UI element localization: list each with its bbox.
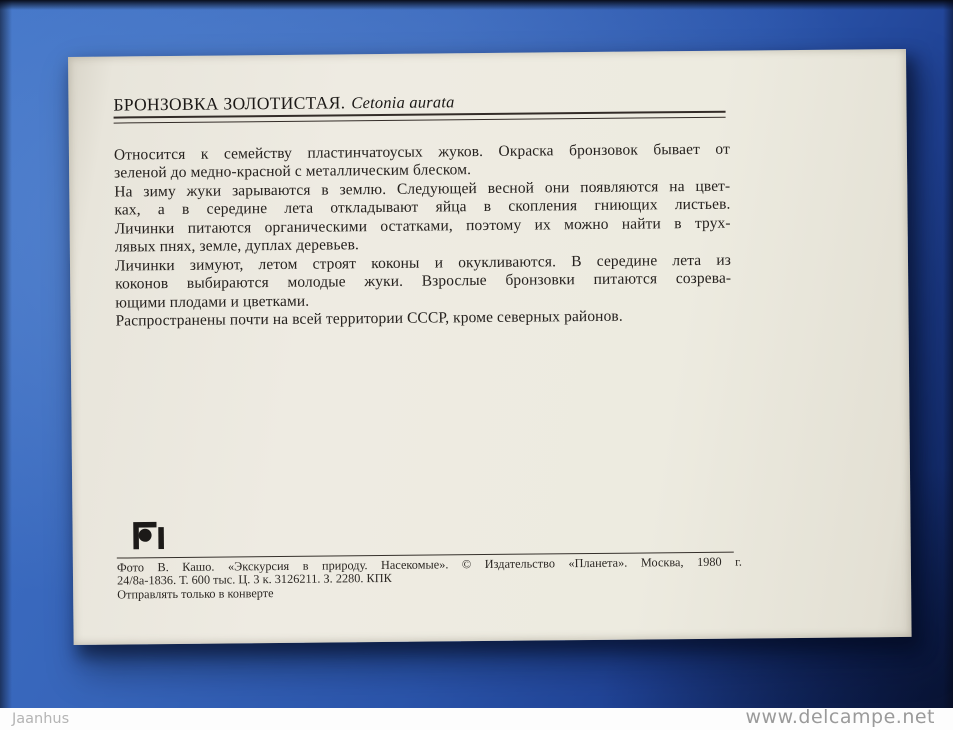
body-line: Личинки зимуют, летом строят коконы и окукливаются. В середине лета из: [114, 251, 732, 275]
planeta-publisher-logo-icon: [131, 520, 164, 549]
imprint-line: Отправлять только в конверте: [117, 585, 274, 602]
imprint-block: [117, 556, 742, 602]
watermark-site: www.delcampe.net: [745, 706, 935, 728]
postcard-body: [114, 141, 732, 331]
body-line: лявых пнях, земле, дуплах деревьев.: [114, 236, 360, 256]
body-line: Распространены почти на всей территории СССР, кроме северных районов.: [115, 307, 623, 330]
body-line: Относится к семейству пластинчатоусых жуков. Окраска бронзовок бывает от: [113, 140, 730, 164]
body-line: ках, а в середине лета откладывают яйца в скопления гниющих листьев.: [114, 196, 731, 219]
body-line: На зиму жуки зарываются в землю. Следующей весной они появляются на цвет-: [114, 177, 731, 201]
imprint-line: 24/8а-1836. Т. 600 тыс. Ц. 3 к. 3126211. З. 2280. КПК: [116, 571, 392, 588]
watermark-seller: Jaanhus: [12, 711, 70, 727]
postcard-title: [113, 91, 454, 115]
postcard: [68, 49, 912, 645]
body-line: ющими плодами и цветками.: [115, 292, 310, 312]
body-line: Личинки питаются органическими остатками, поэтому их можно найти в трух-: [114, 214, 731, 238]
body-line: зеленой до медно-красной с металлическим блеском.: [114, 161, 472, 183]
imprint-line: Фото В. Кашо. «Экскурсия в природу. Насекомые». © Издательство «Планета». Москва, 1980 г.: [116, 554, 742, 575]
body-line: коконов выбираются молодые жуки. Взрослые бронзовки питаются созрева-: [115, 269, 732, 293]
postcard-title-latin: Cetonia aurata: [351, 92, 455, 113]
postcard-title-russian: БРОНЗОВКА ЗОЛОТИСТАЯ.: [113, 92, 346, 115]
